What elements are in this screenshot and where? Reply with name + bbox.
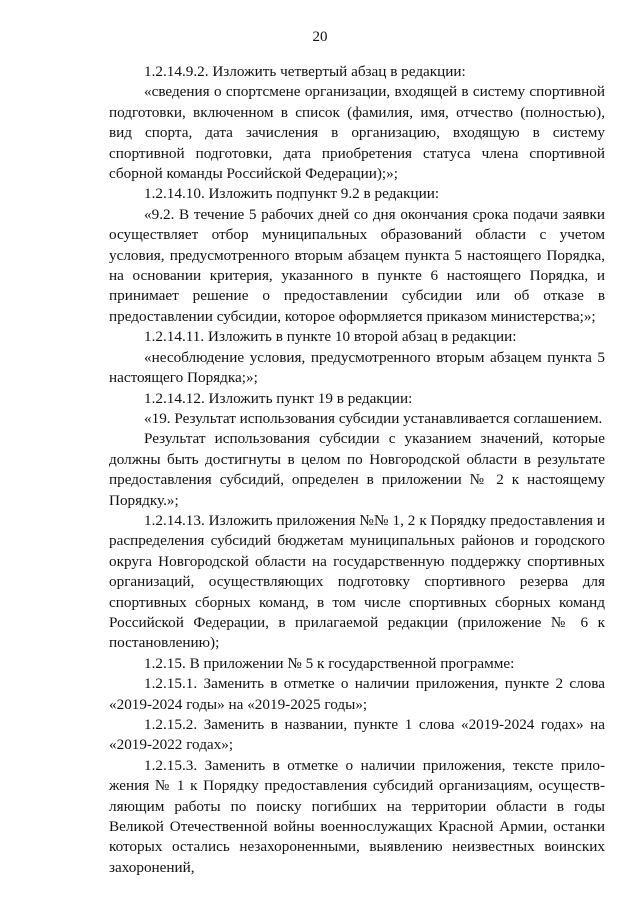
paragraph-1-2-15-3: 1.2.15.3. Заменить в отметке о наличии приложения, тексте приложения № 1 к Порядку предоставления субсидий организациям, осуществляющим работы по поиску погибших на территории области в годы Великой Отечественной войны военнослужащих Красной Армии, останки которых остались незахороненными, выявлению неизвестных воинских захоронений, (109, 756, 605, 876)
paragraph-1-2-15-1: 1.2.15.1. Заменить в отметке о наличии приложения, пункте 2 слова «2019-2024 годы» на «2019-2025 годы»; (109, 675, 605, 713)
paragraph-quote-noncompliance: «несоблюдение условия, предусмотренного вторым абзацем пункта 5 настоящего Порядка;»; (109, 348, 605, 387)
paragraph-1-2-14-10: 1.2.14.10. Изложить подпункт 9.2 в редакции: (144, 185, 440, 203)
paragraph-quote-9-2: «9.2. В течение 5 рабочих дней со дня окончания срока подачи заявки осуществляет отбор муниципальных образований области с учетом условия, предусмотренного вторым абзацем пункта 5 настоящего Порядка, на основании критерия, указанного в пункте 6 настоящего Порядка, и принимает решение о предоставлении субсидии или об отказе в предоставлении субсидии, которое оформляется приказом министерства;»; (109, 205, 605, 325)
paragraph-1-2-14-12: 1.2.14.12. Изложить пункт 19 в редакции: (144, 389, 413, 407)
paragraph-quote-19: «19. Результат использования субсидии устанавливается соглашением. (144, 409, 603, 427)
document-body (109, 62, 605, 878)
paragraph-1-2-14-11: 1.2.14.11. Изложить в пункте 10 второй абзац в редакции: (144, 328, 517, 346)
paragraph-quote-athlete-info: «сведения о спортсмене организации, входящей в систему спортивной подготовки, включенном в список (фамилия, имя, отчество (полностью), вид спорта, дата зачисления в организацию, входящую в систему спортивной подготовки, дата приобретения статуса члена спортивной сборной команды Российской Федерации);»; (109, 83, 605, 183)
page-number: 20 (312, 29, 328, 45)
paragraph-1-2-14-13: 1.2.14.13. Изложить приложения №№ 1, 2 к Порядку предоставления и распределения субсидий бюджетам муниципальных районов и городского округа Новгородской области на государственную поддержку спортивных организаций, осуществляющих подготовку спортивного резерва для спортивных сборных команд, в том числе спортивных сборных команд Российской Федерации, в прилагаемой редакции (приложение № 6 к постановлению); (109, 511, 605, 652)
paragraph-1-2-15-2: 1.2.15.2. Заменить в названии, пункте 1 слова «2019-2024 годах» на «2019-2022 годах»; (109, 716, 605, 754)
paragraph-1-2-15: 1.2.15. В приложении № 5 к государственной программе: (144, 654, 515, 672)
paragraph-1-2-14-9-2: 1.2.14.9.2. Изложить четвертый абзац в редакции: (144, 63, 466, 80)
paragraph-subsidy-result: Результат использования субсидии с указанием значений, которые должны быть достигнуты в целом по Новгородской области в результате предоставления субсидий, определен в приложении № 2 к настоящему Порядку.»; (109, 430, 605, 509)
